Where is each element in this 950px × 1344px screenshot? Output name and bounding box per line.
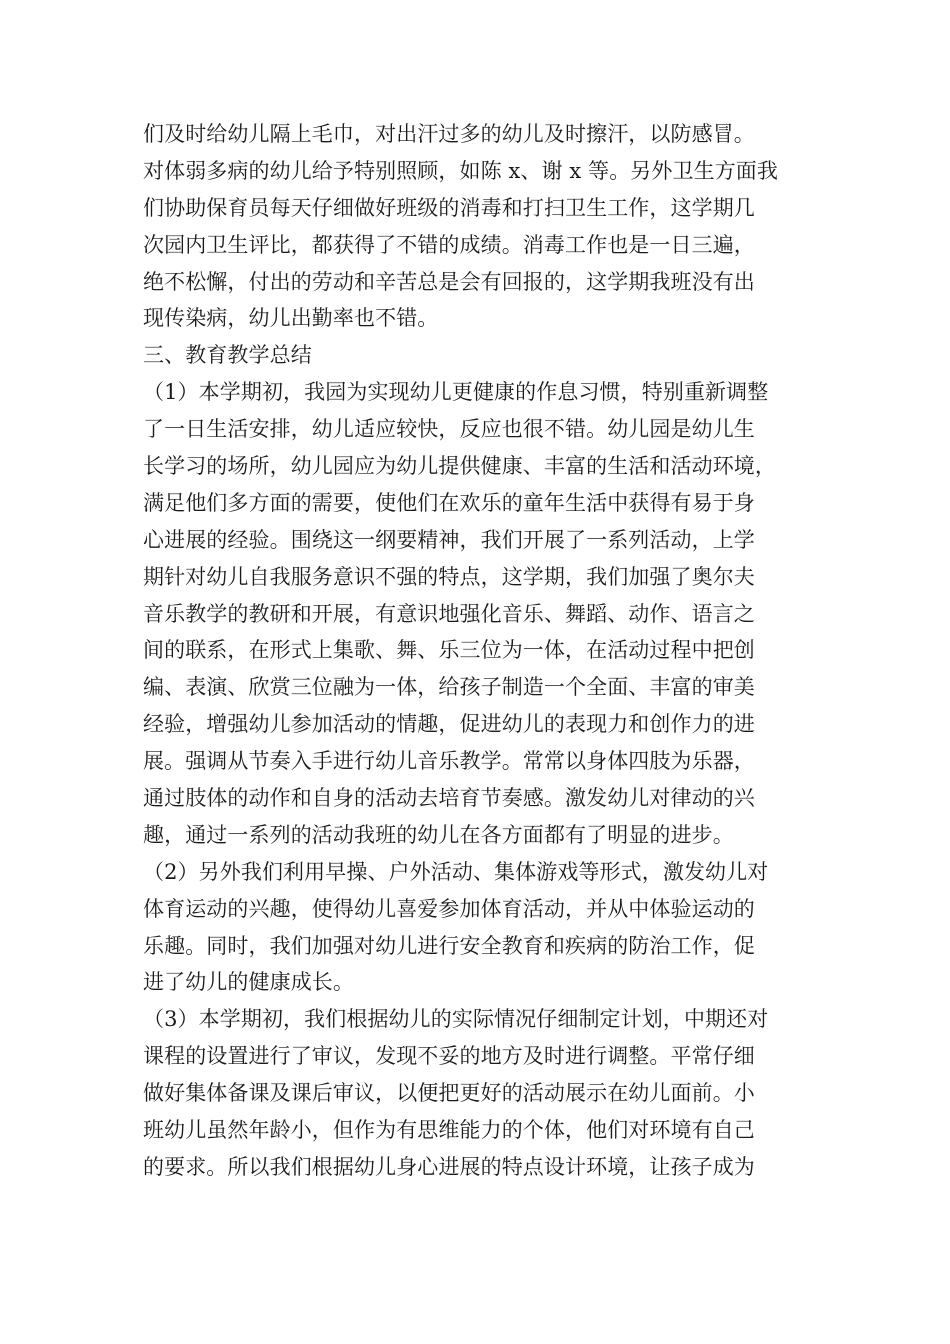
text-line: 的要求。所以我们根据幼儿身心进展的特点设计环境，让孩子成为 [143,1154,755,1179]
text-line: 间的联系，在形式上集歌、舞、乐三位为一体，在活动过程中把创 [143,638,755,663]
text-line: 通过肢体的动作和自身的活动去培育节奏感。激发幼儿对律动的兴 [143,786,755,811]
text-line: 课程的设置进行了审议，发现不妥的地方及时进行调整。平常仔细 [143,1044,755,1069]
text-line: （3）本学期初，我们根据幼儿的实际情况仔细制定计划，中期还对 [143,1007,769,1032]
text-line: 了一日生活安排，幼儿适应较快，反应也很不错。幼儿园是幼儿生 [143,417,755,442]
text-line: 满足他们多方面的需要，使他们在欢乐的童年生活中获得有易于身 [143,490,755,515]
body-text [143,116,833,1186]
text-line: 班幼儿虽然年龄小，但作为有思维能力的个体，他们对环境有自己 [143,1118,755,1143]
text-line: 现传染病，幼儿出勤率也不错。 [143,306,439,331]
text-line: 长学习的场所，幼儿园应为幼儿提供健康、丰富的生活和活动环境， [143,454,776,479]
text-line: 对体弱多病的幼儿给予特别照顾，如陈 x、谢 x 等。另外卫生方面我 [143,158,779,183]
section-heading: 三、教育教学总结 [143,343,312,368]
text-line: 进了幼儿的健康成长。 [143,970,354,995]
text-line: 期针对幼儿自我服务意识不强的特点，这学期，我们加强了奥尔夫 [143,564,755,589]
text-line: 趣，通过一系列的活动我班的幼儿在各方面都有了明显的进步。 [143,822,734,847]
text-line: （1）本学期初，我园为实现幼儿更健康的作息习惯，特别重新调整 [143,380,769,405]
text-line: 心进展的经验。围绕这一纲要精神，我们开展了一系列活动，上学 [143,527,755,552]
text-line: （2）另外我们利用早操、户外活动、集体游戏等形式，激发幼儿对 [143,859,769,884]
text-line: 经验，增强幼儿参加活动的情趣，促进幼儿的表现力和创作力的进 [143,712,755,737]
text-line: 们及时给幼儿隔上毛巾，对出汗过多的幼儿及时擦汗，以防感冒。 [143,122,755,146]
text-line: 们协助保育员每天仔细做好班级的消毒和打扫卫生工作，这学期几 [143,195,755,220]
text-line: 编、表演、欣赏三位融为一体，给孩子制造一个全面、丰富的审美 [143,675,755,700]
text-line: 绝不松懈，付出的劳动和辛苦总是会有回报的，这学期我班没有出 [143,269,755,294]
text-line: 体育运动的兴趣，使得幼儿喜爱参加体育活动，并从中体验运动的 [143,896,755,921]
text-line: 次园内卫生评比，都获得了不错的成绩。消毒工作也是一日三遍， [143,232,755,257]
text-line: 做好集体备课及课后审议，以便把更好的活动展示在幼儿面前。小 [143,1081,755,1106]
text-line: 乐趣。同时，我们加强对幼儿进行安全教育和疾病的防治工作，促 [143,933,755,958]
text-line: 音乐教学的教研和开展，有意识地强化音乐、舞蹈、动作、语言之 [143,601,755,626]
text-line: 展。强调从节奏入手进行幼儿音乐教学。常常以身体四肢为乐器， [143,749,755,774]
